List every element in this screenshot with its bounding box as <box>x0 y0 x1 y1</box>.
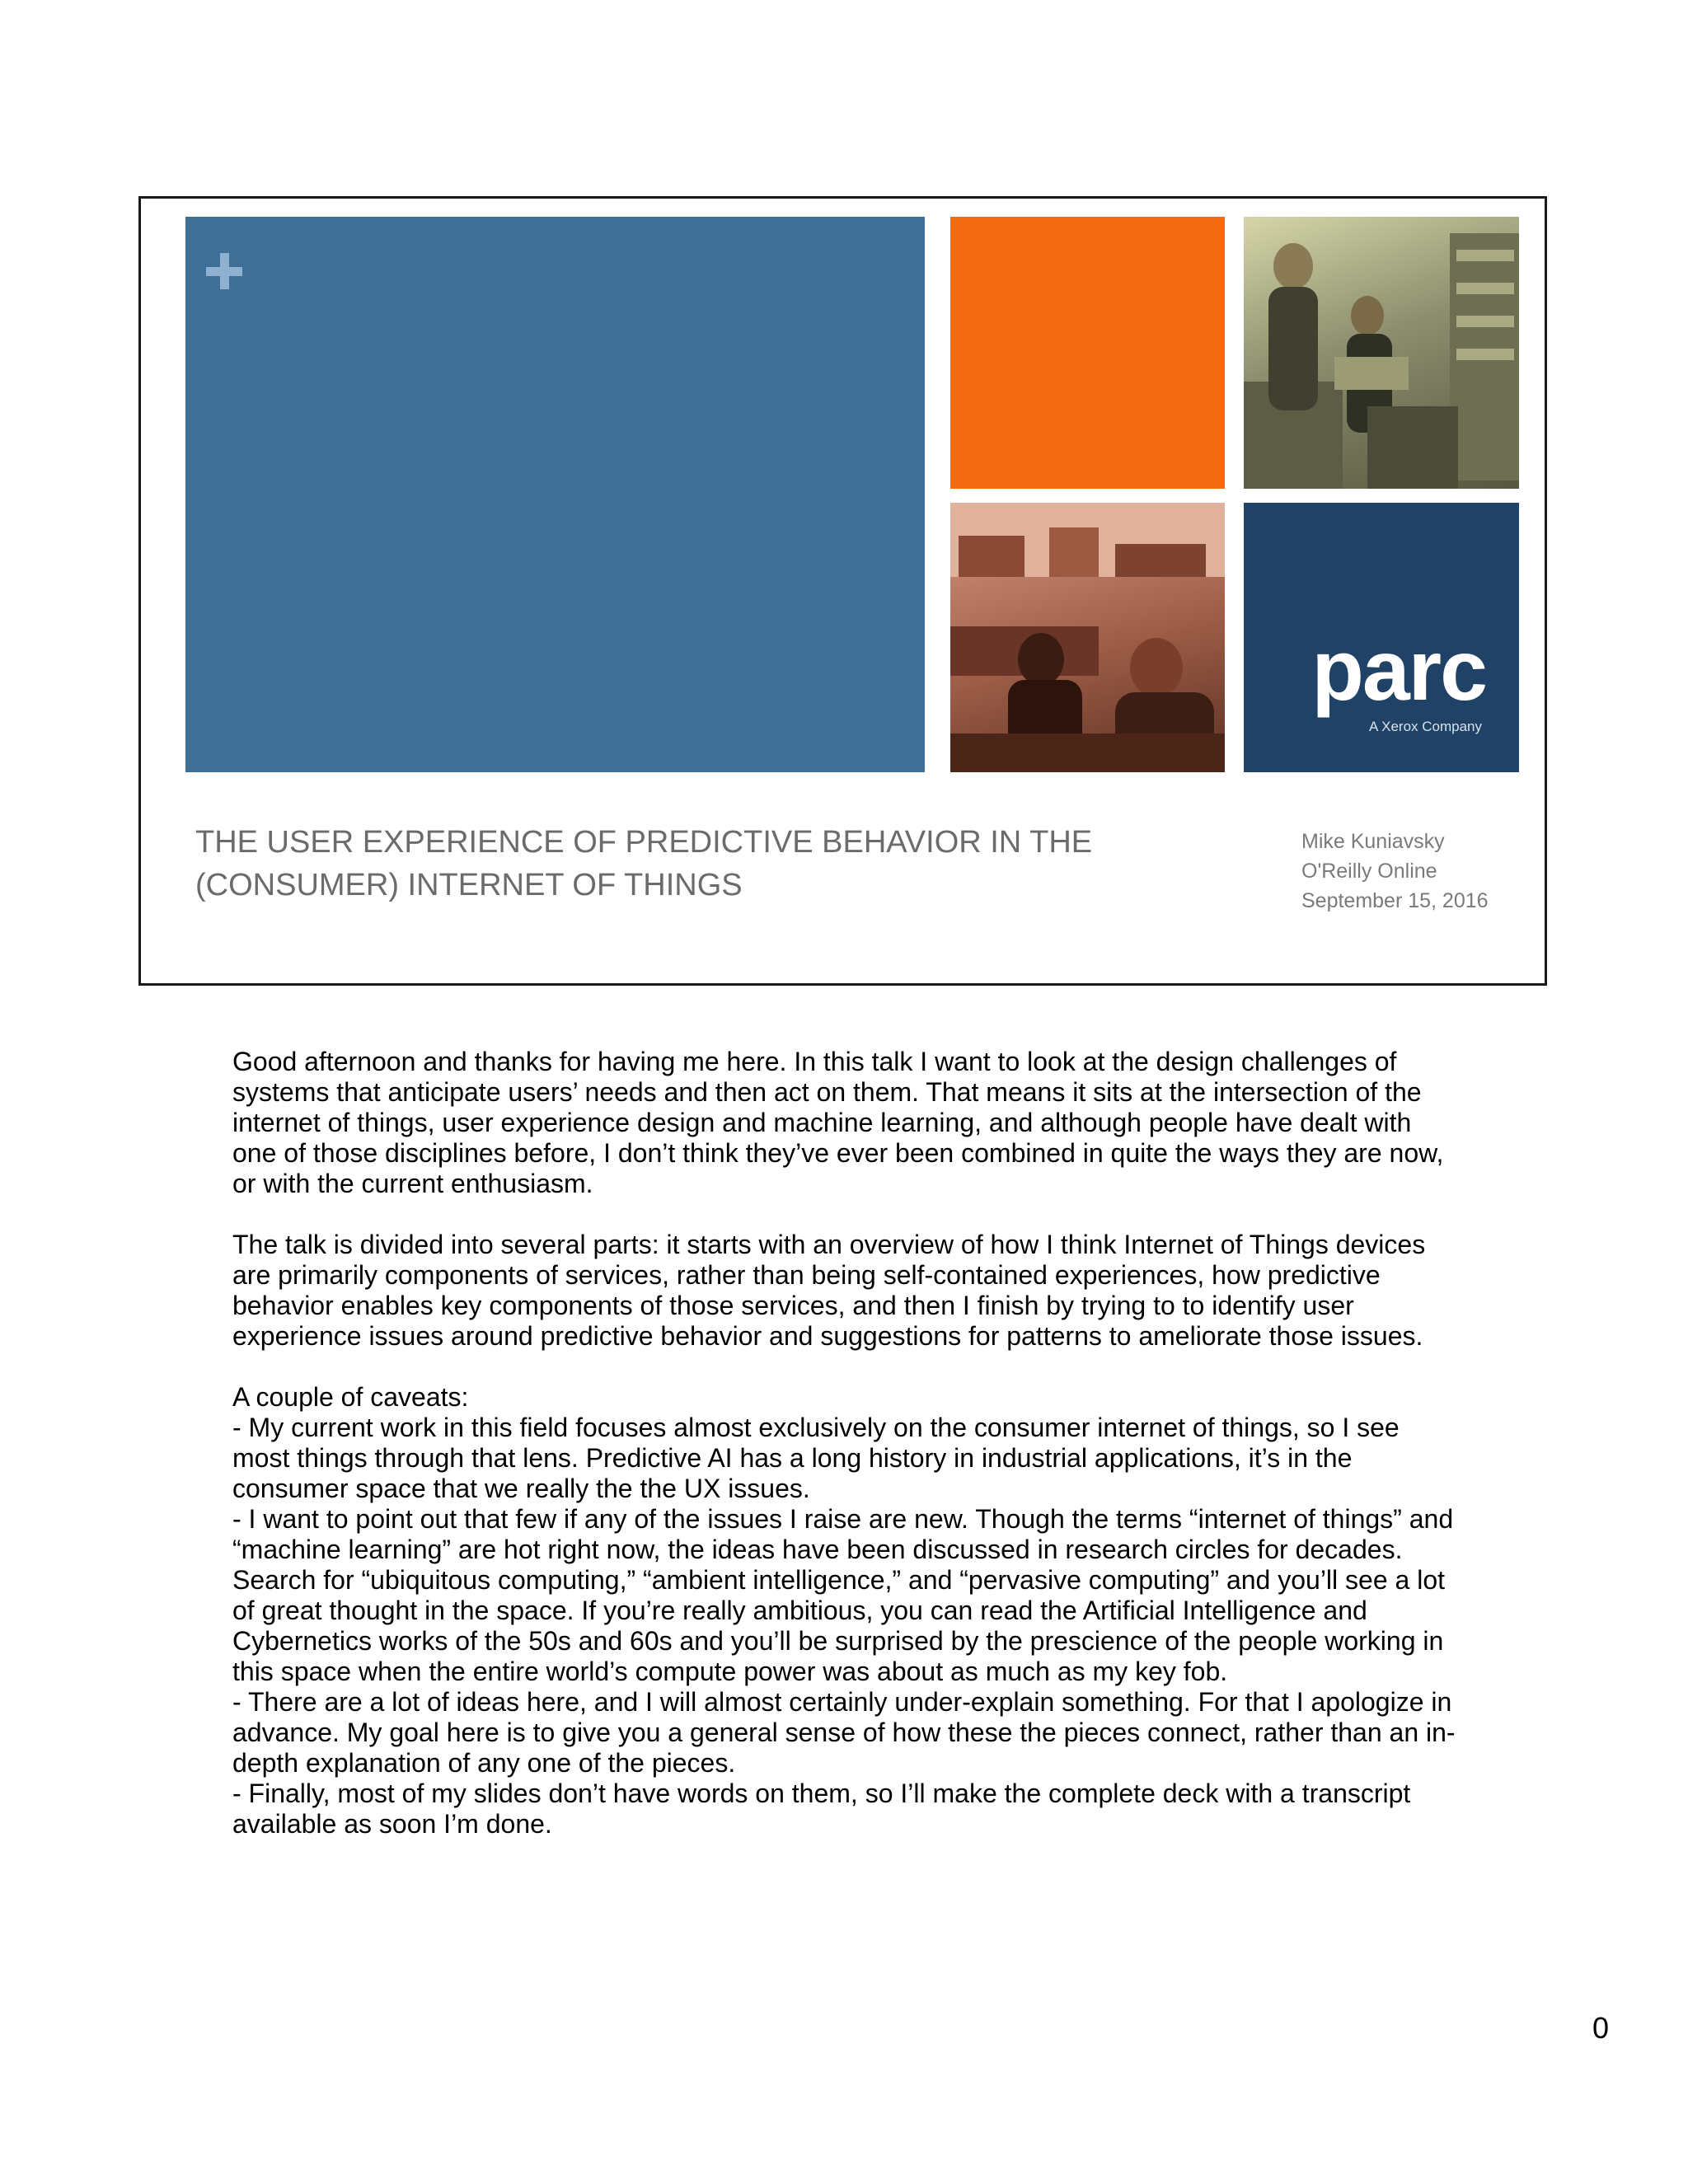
page-number: 0 <box>1592 2011 1610 2045</box>
parc-logo-panel <box>1244 503 1519 772</box>
parc-tagline: A Xerox Company <box>1368 719 1482 734</box>
parc-logo: parc <box>1311 623 1486 719</box>
office-photo <box>950 503 1225 772</box>
slide-thumbnail <box>138 196 1547 986</box>
office-photo-illustration <box>950 503 1225 772</box>
title-blue-panel <box>185 217 925 772</box>
notes-paragraph-outline: The talk is divided into several parts: it starts with an overview of how I think Internet of Things devices are primarily components of services, rather than being self-contained experiences, how predictive behavior enables key components of those services, and then I finish by trying to to identify user experience issues around predictive behavior and suggestions for patterns to ameliorate those issues. <box>232 1230 1426 1351</box>
caveats-heading: A couple of caveats: <box>232 1382 469 1412</box>
caveat-item: - My current work in this field focuses almost exclusively on the consumer internet of things, so I see most things through that lens. Predictive AI has a long history in industrial applications, it’s in the consumer space that we really the the UX issues. <box>232 1413 1400 1503</box>
store-photo <box>1244 217 1519 489</box>
slide-title <box>195 821 1234 907</box>
caveat-item: - There are a lot of ideas here, and I will almost certainly under-explain something. For that I apologize in advance. My goal here is to give you a general sense of how these the pieces connect, rather than an in-depth explanation of any one of the pieces. <box>232 1687 1456 1778</box>
slide-presenter-info <box>1301 827 1489 916</box>
slide-date: September 15, 2016 <box>1301 889 1489 912</box>
slide-author: Mike Kuniavsky <box>1301 830 1445 853</box>
plus-icon <box>204 250 245 291</box>
slide-title-line-2: (CONSUMER) INTERNET OF THINGS <box>195 868 743 902</box>
speaker-notes <box>232 1047 1461 1840</box>
caveats-section <box>232 1382 1461 1840</box>
orange-color-block <box>950 217 1225 489</box>
slide-venue: O'Reilly Online <box>1301 860 1437 883</box>
caveat-item: - I want to point out that few if any of the issues I raise are new. Though the terms “internet of things” and “machine learning” are hot right now, the ideas have been discussed in research circles for decades. Search for “ubiquitous computing,” “ambient intelligence,” and “pervasive computing” and you’ll see a lot of great thought in the space. If you’re really ambitious, you can read the Artificial Intelligence and Cybernetics works of the 50s and 60s and you’ll be surprised by the prescience of the people working in this space when the entire world’s compute power was about as much as my key fob. <box>232 1504 1454 1686</box>
store-photo-illustration <box>1244 217 1519 489</box>
caveat-item: - Finally, most of my slides don’t have words on them, so I’ll make the complete deck with a transcript available as soon I’m done. <box>232 1779 1411 1839</box>
notes-paragraph-intro: Good afternoon and thanks for having me here. In this talk I want to look at the design challenges of systems that anticipate users’ needs and then act on them. That means it sits at the intersection of the internet of things, user experience design and machine learning, and although people have dealt with one of those disciplines before, I don’t think they’ve ever been combined in quite the ways they are now, or with the current enthusiasm. <box>232 1047 1444 1198</box>
slide-title-line-1: THE USER EXPERIENCE OF PREDICTIVE BEHAVIOR IN THE <box>195 825 1093 860</box>
